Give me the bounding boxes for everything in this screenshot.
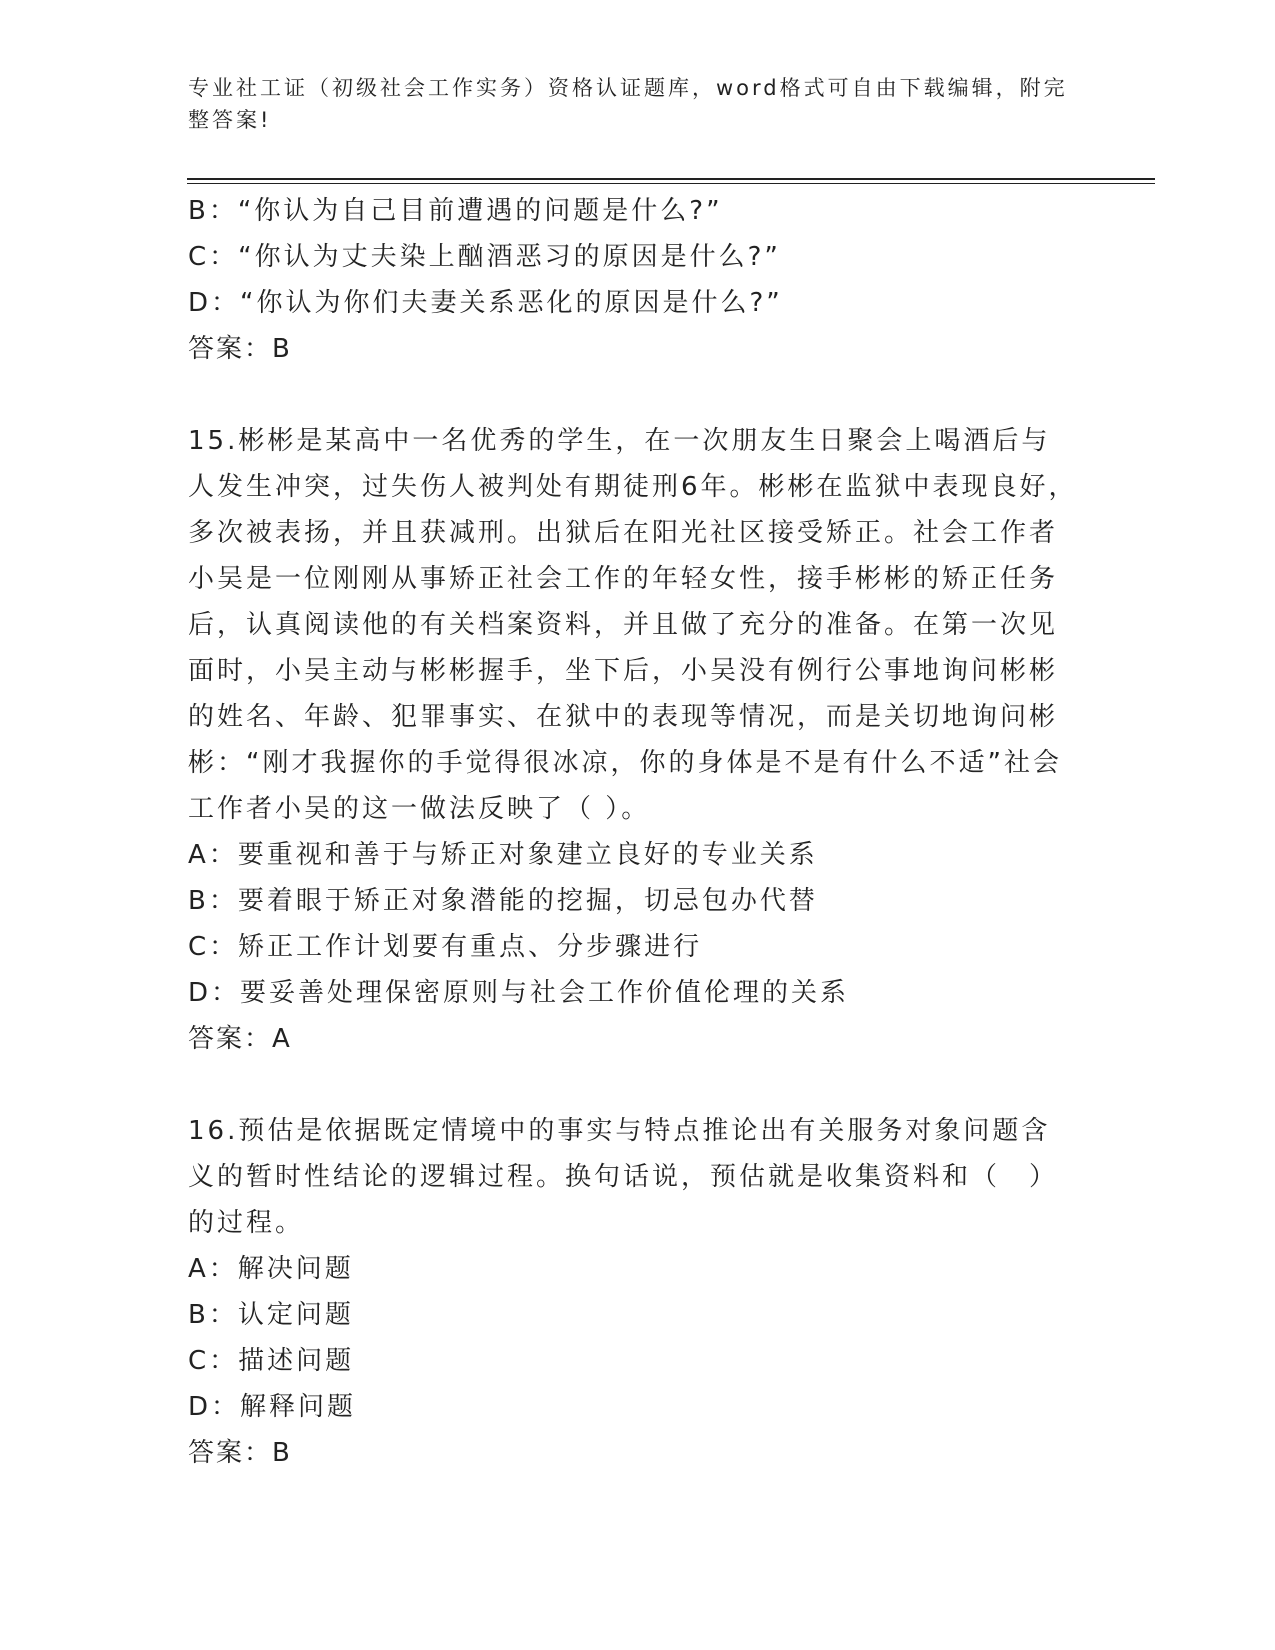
question-text: 15.彬彬是某高中一名优秀的学生，在一次朋友生日聚会上喝酒后与人发生冲突，过失伤人被判处有期徒刑6年。彬彬在监狱中表现良好，多次被表扬，并且获减刑。出狱后在阳光社区接受矫正。社会工作者小吴是一位刚刚从事矫正社会工作的年轻女性，接手彬彬的矫正任务后，认真阅读他的有关档案资料，并且做了充分的准备。在第一次见面时，小吴主动与彬彬握手，坐下后，小吴没有例行公事地询问彬彬的姓名、年龄、犯罪事实、在狱中的表现等情况，而是关切地询问彬彬：“刚才我握你的手觉得很冰凉，你的身体是不是有什么不适”社会工作者小吴的这一做法反映了（ ）。 [188, 426, 1078, 824]
question-15 [188, 418, 1078, 1062]
option-b: B：认定问题 [188, 1300, 354, 1330]
header-divider-thick [187, 178, 1155, 180]
answer-line: 答案：A [188, 1024, 292, 1054]
page-header: 专业社工证（初级社会工作实务）资格认证题库，word格式可自由下载编辑，附完整答案! [188, 76, 1068, 132]
option-c: C：描述问题 [188, 1346, 355, 1376]
option-b: B：要着眼于矫正对象潜能的挖掘，切忌包办代替 [188, 886, 818, 916]
option-c: C：“你认为丈夫染上酗酒恶习的原因是什么?” [188, 242, 781, 272]
question-text: 16.预估是依据既定情境中的事实与特点推论出有关服务对象问题含义的暂时性结论的逻辑过程。换句话说，预估就是收集资料和（ ）的过程。 [188, 1116, 1059, 1238]
answer-line: 答案：B [188, 334, 292, 364]
option-a: A：解决问题 [188, 1254, 354, 1284]
option-d: D：要妥善处理保密原则与社会工作价值伦理的关系 [188, 978, 850, 1008]
option-d: D：解释问题 [188, 1392, 357, 1422]
previous-question-tail [188, 188, 1078, 372]
answer-line: 答案：B [188, 1438, 292, 1468]
question-16 [188, 1108, 1078, 1476]
document-body [188, 188, 1078, 1476]
option-b: B：“你认为自己目前遭遇的问题是什么?” [188, 196, 723, 226]
option-c: C：矫正工作计划要有重点、分步骤进行 [188, 932, 703, 962]
header-divider-thin [187, 183, 1155, 184]
option-d: D：“你认为你们夫妻关系恶化的原因是什么?” [188, 288, 783, 318]
option-a: A：要重视和善于与矫正对象建立良好的专业关系 [188, 840, 818, 870]
